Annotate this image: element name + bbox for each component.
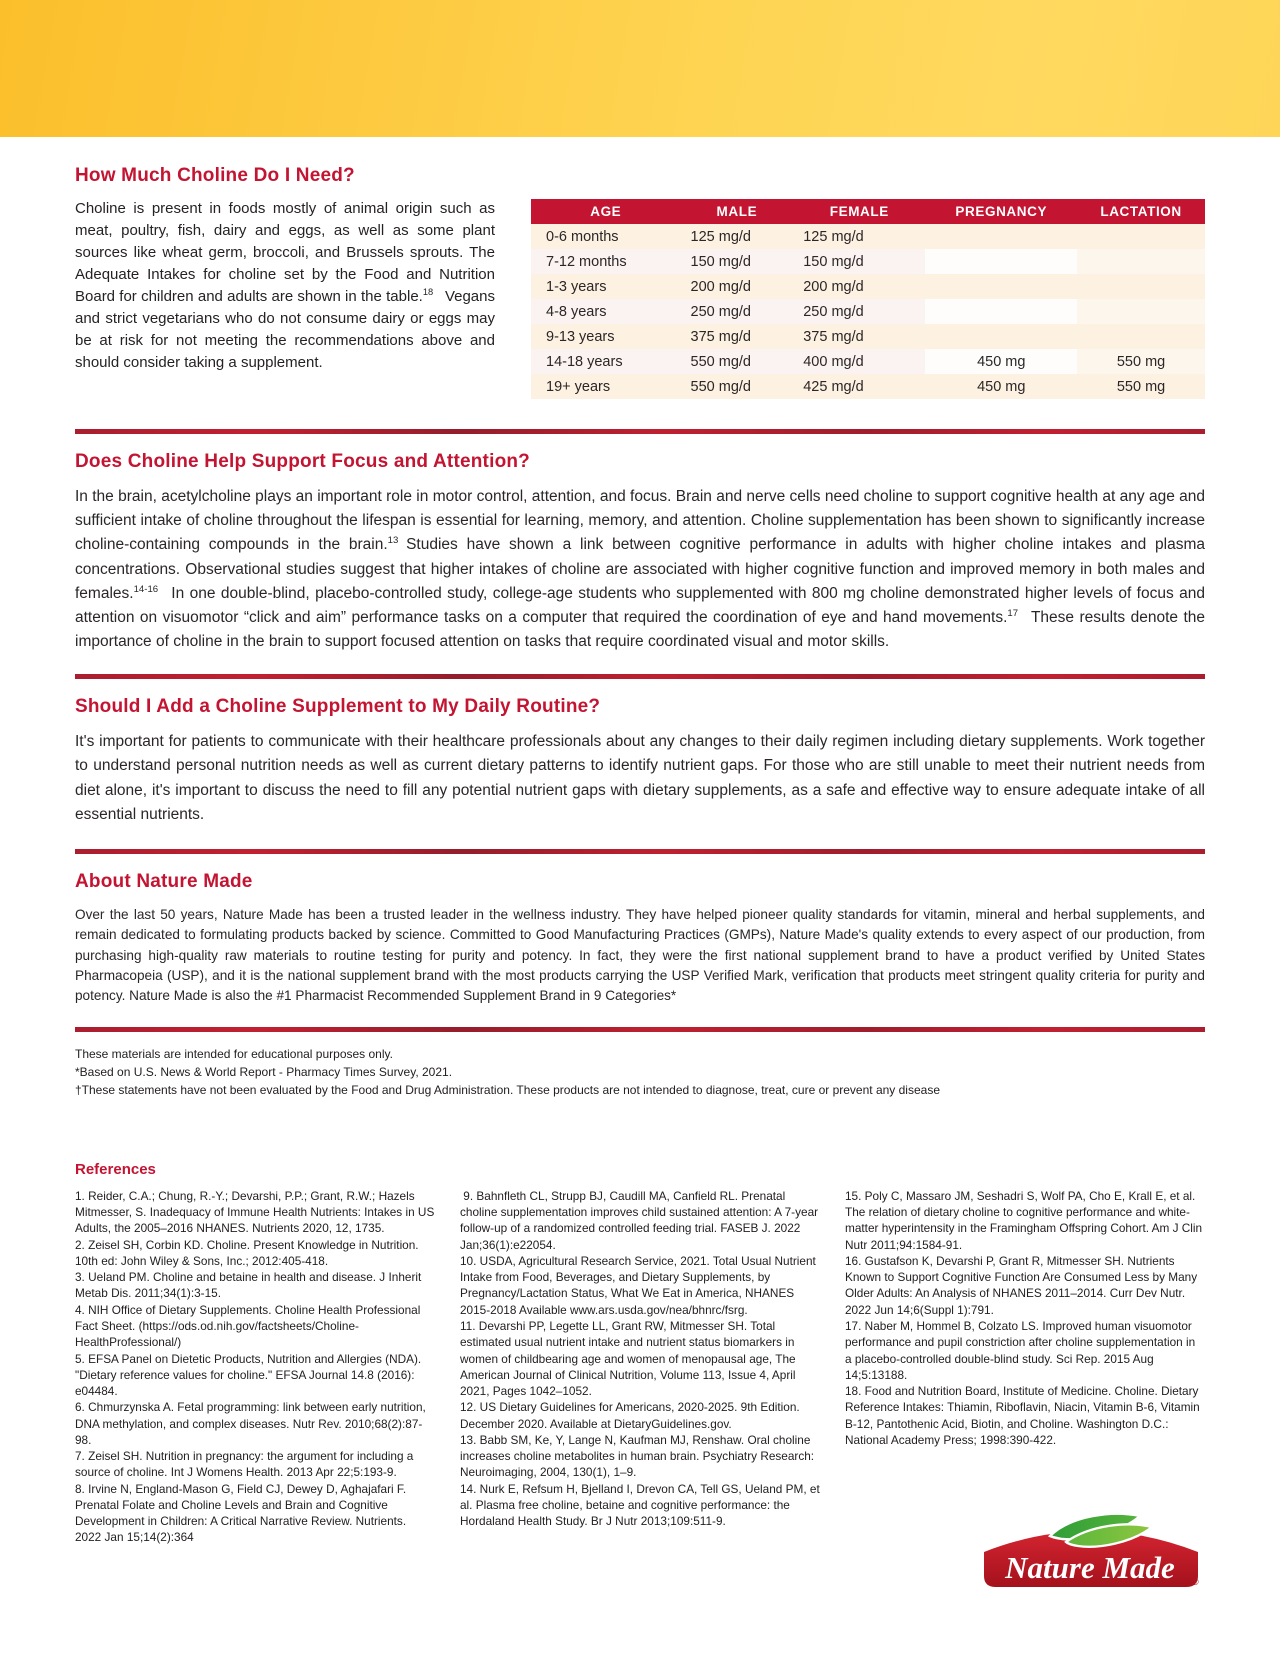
table-cell: 7-12 months: [531, 249, 681, 274]
superscript-reference: 13: [387, 535, 399, 547]
reference-entry: 6. Chmurzynska A. Fetal programming: link between early nutrition, DNA methylation, and complex diseases. Nutr Rev. 2010;68(2):87-98.: [75, 1400, 430, 1447]
footnote-line: *Based on U.S. News & World Report - Pharmacy Times Survey, 2021.: [75, 1064, 453, 1079]
reference-entry: 12. US Dietary Guidelines for Americans, 2020-2025. 9th Edition. December 2020. Available at DietaryGuidelines.gov.: [460, 1400, 803, 1431]
choline-intake-table: [531, 199, 1205, 399]
table-cell: 4-8 years: [531, 299, 681, 324]
table-cell: 550 mg/d: [681, 349, 794, 374]
reference-entry: 9. Bahnfleth CL, Strupp BJ, Caudill MA, Canfield RL. Prenatal choline supplementation improves child sustained attention: A 7-year follow-up of a randomized controlled feeding trial. FASEB J. 2022 Jan;36(1):e22054.: [460, 1188, 822, 1252]
section-divider: [75, 849, 1205, 854]
table-row: [531, 224, 1205, 249]
logo-registered-mark: ®: [1192, 1577, 1199, 1587]
table-cell: 150 mg/d: [681, 249, 794, 274]
reference-entry: 18. Food and Nutrition Board, Institute of Medicine. Choline. Dietary Reference Intakes: Thiamin, Riboflavin, Niacin, Vitamin B-6, Vitamin B-12, Pantothenic Acid, Biotin, and Choline. Washington D.C.: National Academy Press; 1998:390-422.: [845, 1384, 1204, 1447]
table-cell: 450 mg: [925, 349, 1077, 374]
table-header-cell: LACTATION: [1077, 199, 1205, 224]
reference-entry: 10. USDA, Agricultural Research Service, 2021. Total Usual Nutrient Intake from Food, Beverages, and Dietary Supplements, by Pregnancy/Lactation Status, What We Eat in America, NHANES 2015-2018 Available www.ars.usda.gov/nea/bhnrc/fsrg.: [460, 1253, 820, 1317]
reference-entry: 7. Zeisel SH. Nutrition in pregnancy: the argument for including a source of choline. Int J Womens Health. 2013 Apr 22;5:193-9.: [75, 1449, 417, 1480]
table-cell: 0-6 months: [531, 224, 681, 249]
superscript-reference: 17: [1007, 607, 1019, 619]
table-cell: [1077, 224, 1205, 249]
reference-entry: 17. Naber M, Hommel B, Colzato LS. Improved human visuomotor performance and pupil constriction after choline supplementation in a placebo-controlled double-blind study. Sci Rep. 2015 Aug 14;5:13188.: [845, 1318, 1199, 1382]
table-cell: 550 mg/d: [681, 374, 794, 399]
reference-entry: 1. Reider, C.A.; Chung, R.-Y.; Devarshi, P.P.; Grant, R.W.; Hazels Mitmesser, S. Inadequacy of Immune Health Nutrients: Intakes in US Adults, the 2005–2016 NHANES. Nutrients 2020, 12, 1735.: [75, 1188, 437, 1236]
table-header-cell: FEMALE: [793, 199, 925, 224]
table-header-cell: PREGNANCY: [925, 199, 1077, 224]
table-row: [531, 349, 1205, 374]
reference-entry: 13. Babb SM, Ke, Y, Lange N, Kaufman MJ, Renshaw. Oral choline increases choline metabolites in human brain. Psychiatry Research: Neuroimaging, 2004, 130(1), 1–9.: [460, 1432, 818, 1480]
table-cell: [925, 274, 1077, 299]
references-section: [75, 1161, 1205, 1546]
table-cell: 1-3 years: [531, 274, 681, 299]
table-cell: 200 mg/d: [793, 274, 925, 299]
routine-paragraph: [75, 730, 1205, 827]
paragraph-text: Over the last 50 years, Nature Made has been a trusted leader in the wellness industry. They have helped pioneer quality standards for vitamin, mineral and herbal supplements, and remain dedicated to formulating products backed by science. Committed to Good Manufacturing Practices (GMPs), Nature Made's quality extends to every aspect of our production, from purchasing high-quality raw materials to routine testing for purity and potency. In fact, they were the first national supplement brand to have a product verified by United States Pharmacopeia (USP), and it is the national supplement brand with the most products carrying the USP Verified Mark, verification that products meet stringent quality criteria for purity and potency. Nature Made is also the #1 Pharmacist Recommended Supplement Brand in 9 Categories*: [75, 906, 1205, 1004]
how-much-paragraph: [75, 198, 495, 374]
references-column-2: [460, 1188, 824, 1546]
table-cell: [925, 249, 1077, 274]
superscript-reference: 14-16: [133, 583, 159, 595]
paragraph-text: In one double-blind, placebo-controlled study, college-age students who supplemented with 800 mg choline demonstrated higher levels of focus and attention on visuomotor “click and aim” performance tasks on a computer that required the coordination of eye and hand movements.: [75, 584, 1205, 626]
table-header-cell: AGE: [531, 199, 681, 224]
table-cell: 375 mg/d: [681, 324, 794, 349]
section-how-much-choline: [75, 165, 1205, 399]
table-row: [531, 274, 1205, 299]
table-row: [531, 324, 1205, 349]
table-row: [531, 374, 1205, 399]
focus-paragraph: [75, 485, 1205, 654]
about-paragraph: [75, 905, 1205, 1007]
table-cell: 150 mg/d: [793, 249, 925, 274]
reference-entry: 14. Nurk E, Refsum H, Bjelland I, Drevon CA, Tell GS, Ueland PM, et al. Plasma free choline, betaine and cognitive performance: the Hordaland Health Study. Br J Nutr 2013;109:511-9.: [460, 1481, 824, 1529]
reference-entry: 3. Ueland PM. Choline and betaine in health and disease. J Inherit Metab Dis. 2011;34(1):3-15.: [75, 1270, 425, 1301]
reference-entry: 5. EFSA Panel on Dietetic Products, Nutrition and Allergies (NDA). "Dietary reference values for choline." EFSA Journal 14.8 (2016): e04484.: [75, 1351, 425, 1399]
section-divider: [75, 674, 1205, 679]
table-cell: 200 mg/d: [681, 274, 794, 299]
table-cell: 550 mg: [1077, 374, 1205, 399]
superscript-reference: 18: [422, 287, 434, 298]
section-daily-routine: [75, 696, 1205, 827]
footnotes: [75, 1045, 1205, 1099]
reference-entry: 16. Gustafson K, Devarshi P, Grant R, Mitmesser SH. Nutrients Known to Support Cognitive Function Are Consumed Less by Many Older Adults: An Analysis of NHANES 2011–2014. Curr Dev Nutr. 2022 Jun 14;6(Suppl 1):791.: [845, 1253, 1201, 1317]
table-cell: [925, 224, 1077, 249]
paragraph-text: In the brain, acetylcholine plays an important role in motor control, attention, and focus. Brain and nerve cells need choline to support cognitive health at any age and sufficient intake of choline throughout the lifespan is essential for learning, memory, and attention. Choline supplementation has been shown to significantly increase choline-containing compounds in the brain.: [75, 488, 1205, 554]
section-heading-how-much: How Much Choline Do I Need?: [75, 165, 355, 186]
top-gold-banner: [0, 0, 1280, 137]
references-column-3: [845, 1188, 1205, 1546]
reference-entry: 2. Zeisel SH, Corbin KD. Choline. Present Knowledge in Nutrition. 10th ed: John Wiley & Sons, Inc.; 2012:405-418.: [75, 1237, 422, 1268]
reference-entry: 8. Irvine N, England-Mason G, Field CJ, Dewey D, Aghajafari F. Prenatal Folate and Choline Levels and Brain and Cognitive Development in Children: A Critical Narrative Review. Nutrients. 2022 Jan 15;14(2):364: [75, 1481, 410, 1545]
table-cell: [1077, 324, 1205, 349]
table-cell: 425 mg/d: [793, 374, 925, 399]
table-cell: 9-13 years: [531, 324, 681, 349]
table-cell: 450 mg: [925, 374, 1077, 399]
section-about-nature-made: [75, 871, 1205, 1007]
references-grid: [75, 1188, 1205, 1546]
section-divider: [75, 1027, 1205, 1032]
section-focus-attention: [75, 451, 1205, 654]
table-cell: 125 mg/d: [681, 224, 794, 249]
section-heading-about: About Nature Made: [75, 870, 253, 892]
footnote-line: These materials are intended for educational purposes only.: [75, 1046, 393, 1061]
table-cell: [1077, 274, 1205, 299]
table-row: [531, 299, 1205, 324]
paragraph-text: Studies have shown a link between cognitive performance in adults with higher choline intakes and plasma concentrations. Observational studies suggest that higher intakes of choline are associated with higher cognitive function and improved memory in both males and females.: [75, 536, 1205, 602]
table-cell: [1077, 299, 1205, 324]
table-cell: 19+ years: [531, 374, 681, 399]
table-cell: [925, 299, 1077, 324]
section-heading-focus: Does Choline Help Support Focus and Attention?: [75, 451, 530, 472]
table-row: [531, 249, 1205, 274]
table-cell: 250 mg/d: [681, 299, 794, 324]
table-cell: 375 mg/d: [793, 324, 925, 349]
footnote-line: †These statements have not been evaluated by the Food and Drug Administration. These products are not intended to diagnose, treat, cure or prevent any disease: [75, 1082, 940, 1097]
table-cell: 125 mg/d: [793, 224, 925, 249]
nature-made-logo: [978, 1506, 1204, 1590]
table-cell: 400 mg/d: [793, 349, 925, 374]
how-much-text-column: [75, 165, 495, 399]
table-cell: 550 mg: [1077, 349, 1205, 374]
table-header-row: [531, 199, 1205, 224]
references-heading: References: [75, 1160, 156, 1178]
paragraph-text: Vegans and strict vegetarians who do not consume dairy or eggs may be at risk for not meeting the recommendations above and should consider taking a supplement.: [75, 288, 495, 372]
intake-table-column: [531, 165, 1205, 399]
paragraph-text: It's important for patients to communicate with their healthcare professionals about any changes to their daily regimen including dietary supplements. Work together to understand personal nutrition needs as well as current dietary patterns to identify nutrient gaps. For those who are still unable to meet their nutrient needs from diet alone, it's important to discuss the need to fill any potential nutrient gaps with dietary supplements, as a safe and effective way to ensure adequate intake of all essential nutrients.: [75, 733, 1205, 823]
reference-entry: 4. NIH Office of Dietary Supplements. Choline Health Professional Fact Sheet. (https://ods.od.nih.gov/factsheets/Choline-HealthProfessional/): [75, 1302, 424, 1350]
nature-made-logo-graphic: [978, 1506, 1204, 1590]
table-header-cell: MALE: [681, 199, 794, 224]
table-cell: [1077, 249, 1205, 274]
section-divider: [75, 429, 1205, 434]
table-cell: [925, 324, 1077, 349]
table-cell: 250 mg/d: [793, 299, 925, 324]
reference-entry: 15. Poly C, Massaro JM, Seshadri S, Wolf PA, Cho E, Krall E, et al. The relation of dietary choline to cognitive performance and white-matter hyperintensity in the Framingham Offspring Cohort. Am J Clin Nutr 2011;94:1584-91.: [845, 1188, 1206, 1252]
reference-entry: 11. Devarshi PP, Legette LL, Grant RW, Mitmesser SH. Total estimated usual nutrient intake and nutrient status biomarkers in women of childbearing age and women of menopausal age, The American Journal of Clinical Nutrition, Volume 113, Issue 4, April 2021, Pages 1042–1052.: [460, 1318, 799, 1399]
table-cell: 14-18 years: [531, 349, 681, 374]
logo-brand-text: Nature Made: [1005, 1550, 1175, 1585]
references-column-1: [75, 1188, 435, 1546]
paragraph-text: These results denote the importance of choline in the brain to support focused attention on tasks that require coordinated visual and motor skills.: [75, 608, 1205, 651]
section-heading-routine: Should I Add a Choline Supplement to My Daily Routine?: [75, 696, 601, 718]
paragraph-text: Choline is present in foods mostly of animal origin such as meat, poultry, fish, dairy and eggs, as well as some plant sources like wheat germ, broccoli, and Brussels sprouts. The Adequate Intakes for choline set by the Food and Nutrition Board for children and adults are shown in the table.: [75, 200, 495, 306]
